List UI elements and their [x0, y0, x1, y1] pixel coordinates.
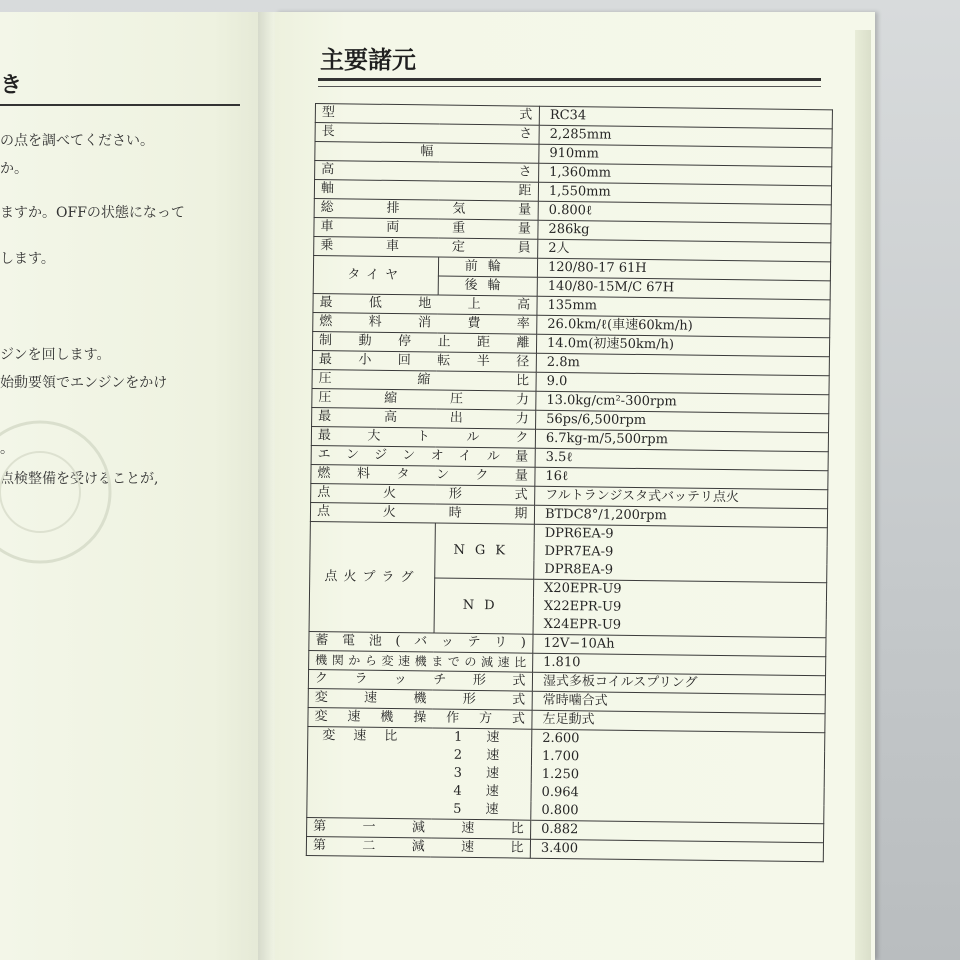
spec-label: 最小回転半径 — [312, 350, 536, 372]
bleed-through-illustration — [0, 392, 170, 592]
spec-value: 2.600 — [532, 729, 825, 751]
gear-label — [432, 764, 532, 783]
spec-value: 2.8m — [536, 353, 829, 376]
spec-table — [306, 103, 833, 862]
gear-number: 3 — [453, 765, 472, 781]
spec-value: 1.700 — [531, 748, 824, 770]
spec-label: 点火プラグ — [309, 521, 435, 633]
spec-value: DPR6EA-9 — [534, 524, 827, 546]
gear-label — [431, 800, 531, 820]
spec-label: 点火形式 — [311, 483, 535, 505]
left-line-2: か。 — [0, 161, 28, 177]
spec-value: 286kg — [538, 220, 831, 243]
spec-value: 1,360mm — [539, 163, 832, 186]
spec-label: 軸 距 — [314, 180, 538, 202]
left-heading — [0, 64, 240, 106]
left-page — [0, 12, 266, 960]
spec-value: 1.250 — [531, 766, 824, 788]
spec-label: 燃料タンク量 — [311, 464, 535, 486]
page-edge — [855, 30, 871, 960]
gear-number: 2 — [453, 747, 473, 763]
spec-value: RC34 — [539, 106, 832, 129]
gear-number: 5 — [453, 801, 472, 817]
spec-value: フルトランジスタ式バッテリ点火 — [535, 486, 828, 509]
gear-number: 4 — [453, 783, 472, 799]
gear-label — [432, 746, 532, 765]
gear-unit: 速 — [485, 802, 509, 818]
spec-value: 0.882 — [531, 820, 824, 843]
spec-label: 点火時期 — [310, 502, 534, 524]
gear-unit: 速 — [486, 748, 510, 764]
spec-label: 最低地上高 — [313, 293, 537, 315]
spec-label: 最高出力 — [312, 407, 536, 429]
left-line-5: ジンを回します。 — [0, 347, 111, 363]
left-line-4: します。 — [0, 251, 55, 267]
spec-value: 1.810 — [533, 653, 826, 676]
spec-label: 燃料消費率 — [313, 312, 537, 334]
spec-value: 16ℓ — [535, 467, 828, 490]
gear-number: 1 — [453, 729, 473, 745]
spec-label: 変速機操作方式 — [308, 707, 532, 729]
left-heading-text: き — [0, 72, 23, 98]
spec-value: 2,285mm — [539, 125, 832, 148]
spec-label: 変速機形式 — [308, 688, 532, 710]
spec-label: タイヤ — [313, 255, 438, 295]
left-line-3: ますか。OFFの状態になって — [0, 205, 185, 221]
spec-value: 120/80-17 61H — [537, 258, 830, 281]
gear-unit: 速 — [485, 766, 510, 782]
gear-label — [432, 728, 532, 748]
spec-value: DPR8EA-9 — [534, 561, 827, 583]
spec-label: クラッチ形式 — [308, 669, 532, 691]
left-line-8: 点検整備を受けることが, — [0, 471, 159, 487]
spec-value: DPR7EA-9 — [534, 543, 827, 565]
spec-value: BTDC8°/1,200rpm — [534, 505, 827, 528]
spec-label: 型 式 — [315, 104, 539, 126]
spec-label: 圧縮圧力 — [312, 388, 536, 410]
spec-label: 第一減速比 — [307, 817, 531, 839]
spec-value: 0.800ℓ — [538, 201, 831, 224]
spec-label: 蓄電池(バッテリ) — [309, 631, 533, 653]
spec-value: 13.0kg/cm²-300rpm — [536, 391, 829, 414]
spec-label: 第二減速比 — [306, 836, 530, 858]
spec-value: 910mm — [539, 144, 832, 167]
gear-unit: 速 — [485, 784, 509, 800]
spec-sublabel: 前輪 — [438, 257, 538, 277]
spec-value: X22EPR-U9 — [533, 598, 826, 620]
spec-sublabel: ND — [434, 578, 534, 634]
page-title: 主要諸元 — [320, 46, 416, 74]
spec-value: 6.7kg-m/5,500rpm — [535, 429, 828, 452]
spec-value: 湿式多板コイルスプリング — [532, 672, 825, 695]
spec-label: 最大トルク — [311, 426, 535, 448]
left-line-7: 。 — [0, 441, 14, 457]
spec-label: 圧縮比 — [312, 369, 536, 391]
spec-value: 2人 — [538, 239, 831, 262]
spec-value: 常時噛合式 — [532, 691, 825, 714]
spec-value: 56ps/6,500rpm — [536, 410, 829, 433]
gear-unit: 速 — [486, 730, 510, 746]
spec-value: 26.0km/ℓ(車速60km/h) — [537, 315, 830, 338]
spec-label: 変速比 — [307, 726, 433, 819]
spec-label: 乗車定員 — [314, 236, 538, 258]
spec-value: 3.5ℓ — [535, 448, 828, 471]
spec-value: 140/80-15M/C 67H — [537, 277, 830, 300]
gear-label — [432, 782, 532, 801]
title-rule — [318, 78, 821, 81]
spec-sublabel: NGK — [434, 523, 534, 579]
title-rule-thin — [318, 86, 821, 87]
left-line-1: の点を調べてください。 — [0, 133, 154, 149]
spec-value: 12V−10Ah — [533, 634, 826, 657]
spec-label: エンジンオイル量 — [311, 445, 535, 467]
spec-value: 14.0m(初速50km/h) — [536, 334, 829, 357]
spec-value: 3.400 — [530, 839, 823, 862]
spec-value: 左足動式 — [532, 710, 825, 733]
spec-value: 9.0 — [536, 372, 829, 395]
spec-value: 1,550mm — [538, 182, 831, 205]
spec-value: X24EPR-U9 — [533, 616, 826, 638]
spec-sublabel: 後輪 — [438, 276, 538, 296]
spec-label: 幅 — [315, 142, 539, 164]
spec-label: 車両重量 — [314, 217, 538, 239]
spec-value: 0.800 — [531, 802, 824, 824]
spec-value: X20EPR-U9 — [533, 579, 826, 601]
left-line-6: 始動要領でエンジンをかけ — [0, 375, 168, 391]
spec-label: 高 さ — [315, 161, 539, 183]
spec-label: 総排気量 — [314, 198, 538, 220]
spec-value: 135mm — [537, 296, 830, 319]
spec-label: 制動停止距離 — [312, 331, 536, 353]
spec-label: 機関から変速機までの減速比 — [309, 650, 533, 672]
spec-value: 0.964 — [531, 784, 824, 806]
spec-label: 長 さ — [315, 123, 539, 145]
